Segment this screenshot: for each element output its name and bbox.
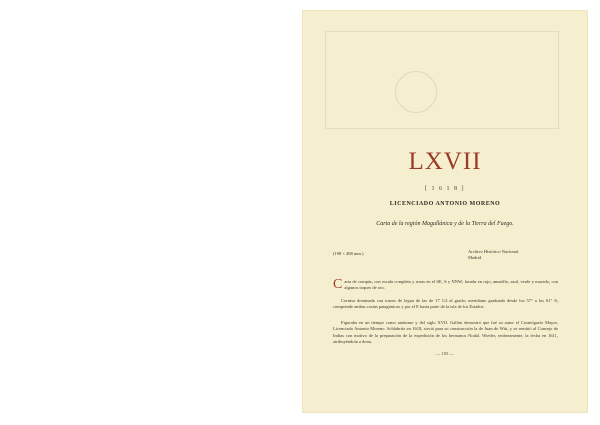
paragraph-text: arta de compás, con escala completa y rosas en el SE, S y NNW; lavada en rojo, amarillo, azul, verde y morado, con algunos toques de oro. <box>344 279 558 291</box>
page-number: — 103 — <box>436 351 454 356</box>
map-dimensions: (198 × 408 mm.) <box>333 251 364 256</box>
map-title: Carta de la región Magallánica y de la Tierra del Fuego. <box>376 221 514 227</box>
book-page <box>303 11 587 412</box>
compass-rose-icon <box>395 71 437 113</box>
description-paragraph: Cornisa dominada con trazos de legua de las de 17 1/2 al grado; meridiano graduado desde los 57° a los 61° S; comprende ambas costas patagónicas y por el E hasta parte de la isla de los Estados. <box>333 298 558 310</box>
archive-location <box>468 249 558 261</box>
plate-author: LICENCIADO ANTONIO MORENO <box>389 201 501 207</box>
map-showthrough <box>325 31 559 129</box>
drop-cap: C <box>333 277 343 292</box>
description-paragraph: Figuraba en un tiempo como anónimo y del siglo XVII. Gallón demostró que fué su autor el Cosmógrafo Mayor, Licenciado Antonio Moreno. Schlabritz en 1618, sirvió para su construcción la de Juan de Witt, y se remitió al Consejo de Indias con motivo de la preparación de la expedición de los hermanos Nodal. Wieder, erróneamente, la fecha en 1611, atribuyéndola a dona. <box>333 320 558 345</box>
archive-city: Madrid. <box>468 255 483 260</box>
plate-year: [ 1 6 1 8 ] <box>425 186 465 192</box>
description-paragraph <box>333 279 558 292</box>
archive-name: Archivo Histórico Nacional. <box>468 249 520 254</box>
plate-number: LXVII <box>408 148 482 175</box>
